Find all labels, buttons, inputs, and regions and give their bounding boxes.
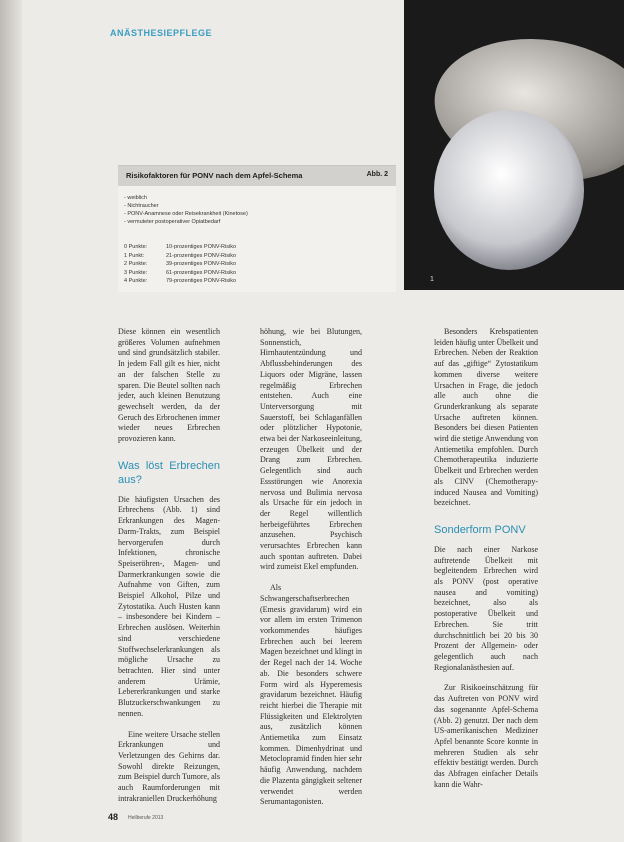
body-paragraph: Die häufigsten Ursachen des Erbrechens (Abb. 1) sind Erkrankungen des Magen-Darm-Trakts, zum Beispiel hervorgerufen durch Infektionen, chronische Speiseröhren-, Magen- und Darmerkrankungen sowie die Aufnahme von Giften, zum Beispiel Alkohol, Pilze und Zytostatika. Auch Husten kann – insbesondere bei Kindern – Erbrechen auslösen. Weiterhin sind verschiedene Stoffwechselerkrankungen als mögliche Ursache zu betrachten. Hier sind unter anderem Urämie, Lebererkrankungen und starke Blutzuckerschwankungen zu nennen. [118,494,220,718]
score-row [124,269,236,278]
text-column-3 [434,327,538,800]
risk-factor-item: - Nichtraucher [124,203,159,209]
body-paragraph: Zur Risikoeinschätzung für das Auftreten von PONV wird das sogenannte Apfel-Schema (Abb. 2) genutzt. Der nach dem US-amerikanischen Mediziner Apfel benannte Score konnte in mehreren Studien als sehr effektiv bestätigt werden. Durch das Abfragen einfacher Details kann die Wahr- [434,683,538,789]
risk-box-title: Risikofaktoren für PONV nach dem Apfel-Schema [126,171,303,180]
page-spine-shadow [0,0,22,842]
risk-factor-item: - PONV-Anamnese oder Reisekrankheit (Kinetose) [124,211,248,217]
subheading-ponv: Sonderform PONV [434,523,526,536]
text-column-2 [260,327,362,818]
body-paragraph: Diese können ein wesentlich größeres Volumen aufnehmen und sind grundsätzlich stabiler. In jedem Fall gilt es hier, nicht an der falschen Stelle zu sparen. Die Beutel sollten nach jeder, auch kleinen Benutzung gewechselt werden, da der Geruch des Erbrochenen immer wieder neues Erbrechen provozieren kann. [118,327,220,444]
score-points: 1 Punkt: [124,252,145,259]
score-risk: 79-prozentiges PONV-Risiko [166,278,237,284]
text-column-1 [118,327,220,814]
risk-box-figure-ref: Abb. 2 [366,171,388,178]
score-risk: 10-prozentiges PONV-Risiko [166,244,237,250]
score-points: 4 Punkte: [124,278,148,284]
risk-factor-item: - weiblich [124,195,147,201]
score-row [124,260,236,269]
body-paragraph: Die nach einer Narkose auftretende Übelkeit mit begleitendem Erbrechen wird als PONV (post operative nausea and vomiting) bezeichnet, also als postoperative Übelkeit und Erbrechen. Sie tritt durchschnittlich bei 20 bis 30 Prozent der Allgemein- oder gelegentlich auch nach Regionalanästhesien auf. [434,544,538,672]
score-risk: 21-prozentiges PONV-Risiko [166,252,237,259]
photo-figure-number: 1 [430,276,434,283]
vomit-bag-photo [404,0,624,290]
risk-factor-item: - vermuteter postoperativer Opiatbedarf [124,219,221,225]
subheading-causes: Was löst Erbrechen aus? [118,459,220,486]
score-points: 0 Punkte: [124,244,148,250]
page-number: 48 [108,812,119,822]
score-row [124,277,236,286]
risk-box-header [118,166,396,186]
risk-factor-box [118,165,396,292]
score-points: 2 Punkte: [124,261,148,267]
body-paragraph: höhung, wie bei Blutungen, Sonnenstich, Hirnhautentzündung und Abflussbehinderungen des Liquors oder Migräne, lassen regelmäßig Erbrechen entstehen. Auch eine Unterversorgung mit Sauerstoff, bei Schlaganfällen oder plötzlicher Hypotonie, etwa bei der Narkoseeinleitung, erzeugen Übelkeit und der Drang zum Erbrechen. Gelegentlich sind auch Essstörungen wie Anorexia nervosa und Bulimia nervosa als Ursache für ein jedoch in der Regel willentlich herbeigeführtes Erbrechen anzusehen. Psychisch verursachtes Erbrechen kann auch spontan auftreten. Dabei wird zumeist Ekel empfunden. [260,327,362,572]
body-paragraph: Besonders Krebspatienten leiden häufig unter Übelkeit und Erbrechen. Neben der Reaktion auf das „giftige“ Zytostatikum kommen diverse weitere Ursachen in Frage, die jedoch alle auch ohne die Grunderkrankung als separate Ursache auftreten können. Besonders bei diesen Patienten wird die stetige Anwendung von Antiemetika empfohlen. Durch Chemotherapeutika induzierte Übelkeit und Erbrechen werden als CINV (Chemotherapy-induced Nausea and Vomiting) bezeichnet. [434,327,538,508]
score-row [124,243,236,252]
section-header: ANÄSTHESIEPFLEGE [110,28,213,38]
body-paragraph: Eine weitere Ursache stellen Erkrankungen und Verletzungen des Gehirns dar. Sowohl direkte Reizungen, zum Beispiel durch Tumore, als auch Raumforderungen mit intrakraniellen Druckerhöhung [118,729,220,803]
score-list [124,243,236,286]
score-risk: 61-prozentiges PONV-Risiko [166,269,237,276]
body-paragraph: Als Schwangerschaftserbrechen (Emesis gravidarum) wird ein vor allem im ersten Trimenon vorkommendes häufiges Erbrechen auch bei leerem Magen bezeichnet und klingt in der Regel nach der 14. Woche ab. Die besonders schwere Form wird als Hyperemesis gravidarum bezeichnet. Häufig reicht hierbei die Therapie mit Flüssigkeiten und Elektrolyten aus, zusätzlich können Antiemetika zum Einsatz kommen. Dimenhydrinat und Metoclopramid finden hier sehr häufig Anwendung, nachdem die Plazenta gängigkeit seltener verwendet werden Serumantagonisten. [260,583,362,807]
score-row [124,252,236,261]
score-points: 3 Punkte: [124,269,148,276]
risk-factor-list [124,194,248,226]
photo-ball-shape [434,110,584,270]
footer-source: Heilberufe 2013 [128,815,164,821]
score-risk: 39-prozentiges PONV-Risiko [166,261,237,267]
